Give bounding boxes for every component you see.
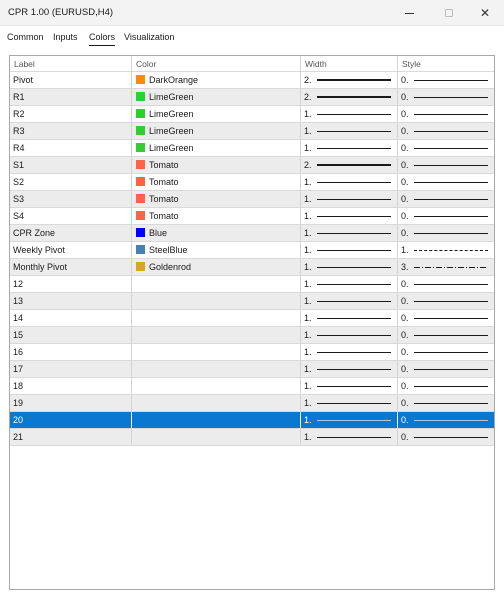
width-value: 1. <box>304 330 312 340</box>
color-swatch[interactable] <box>136 177 145 186</box>
row-style-cell[interactable] <box>397 310 494 326</box>
width-value: 1. <box>304 177 312 187</box>
table-row[interactable] <box>10 378 494 395</box>
row-width-cell[interactable] <box>300 72 397 88</box>
color-name: LimeGreen <box>149 126 194 136</box>
table-row[interactable] <box>10 242 494 259</box>
style-value: 0. <box>401 75 409 85</box>
table-row[interactable] <box>10 72 494 89</box>
width-preview-line <box>317 386 391 387</box>
table-row[interactable] <box>10 361 494 378</box>
style-value: 0. <box>401 109 409 119</box>
style-preview-line <box>414 267 488 268</box>
row-color-cell[interactable] <box>131 174 300 190</box>
row-label: R1 <box>13 92 25 102</box>
style-preview-line <box>414 250 488 251</box>
row-color-cell[interactable] <box>131 276 300 292</box>
table-row[interactable] <box>10 395 494 412</box>
row-width-cell[interactable] <box>300 276 397 292</box>
color-name: Tomato <box>149 194 179 204</box>
row-style-cell[interactable] <box>397 140 494 156</box>
row-color-cell[interactable] <box>131 395 300 411</box>
row-style-cell[interactable] <box>397 276 494 292</box>
width-preview-line <box>317 352 391 353</box>
style-value: 0. <box>401 143 409 153</box>
table-row[interactable] <box>10 344 494 361</box>
color-name: LimeGreen <box>149 92 194 102</box>
row-style-cell[interactable] <box>397 395 494 411</box>
width-preview-line <box>317 199 391 200</box>
style-value: 0. <box>401 296 409 306</box>
row-style-cell[interactable] <box>397 225 494 241</box>
color-name: DarkOrange <box>149 75 199 85</box>
color-swatch[interactable] <box>136 92 145 101</box>
style-value: 0. <box>401 126 409 136</box>
row-label: 12 <box>13 279 24 289</box>
table-row[interactable] <box>10 225 494 242</box>
color-swatch[interactable] <box>136 126 145 135</box>
style-preview-line <box>414 301 488 302</box>
style-value: 0. <box>401 432 409 442</box>
style-preview-line <box>414 97 488 98</box>
window-title: CPR 1.00 (EURUSD,H4) <box>8 7 114 18</box>
width-value: 2. <box>304 75 312 85</box>
width-preview-line <box>317 420 391 421</box>
row-color-cell[interactable] <box>131 191 300 207</box>
row-style-cell[interactable] <box>397 106 494 122</box>
width-preview-line <box>317 164 391 166</box>
style-preview-line <box>414 114 488 115</box>
row-style-cell[interactable] <box>397 412 494 428</box>
color-swatch[interactable] <box>136 228 145 237</box>
row-color-cell[interactable] <box>131 140 300 156</box>
width-value: 1. <box>304 398 312 408</box>
width-value: 1. <box>304 143 312 153</box>
width-preview-line <box>317 114 391 115</box>
color-name: Blue <box>149 228 168 238</box>
row-label: 19 <box>13 398 24 408</box>
style-preview-line <box>414 386 488 387</box>
color-swatch[interactable] <box>136 245 145 254</box>
maximize-button <box>430 0 468 26</box>
row-color-cell[interactable] <box>131 242 300 258</box>
width-preview-line <box>317 216 391 217</box>
style-preview-line <box>414 369 488 370</box>
width-value: 1. <box>304 364 312 374</box>
row-style-cell[interactable] <box>397 72 494 88</box>
color-swatch[interactable] <box>136 211 145 220</box>
row-color-cell[interactable] <box>131 225 300 241</box>
row-color-cell[interactable] <box>131 344 300 360</box>
style-value: 0. <box>401 194 409 204</box>
style-preview-line <box>414 318 488 319</box>
maximize-icon <box>445 9 453 17</box>
row-label: 16 <box>13 347 24 357</box>
style-value: 0. <box>401 364 409 374</box>
minimize-button[interactable] <box>390 0 428 26</box>
row-label: 21 <box>13 432 24 442</box>
width-preview-line <box>317 148 391 149</box>
style-value: 0. <box>401 398 409 408</box>
title-bar <box>0 0 504 26</box>
column-header-label[interactable]: Label <box>14 59 35 69</box>
color-name: Tomato <box>149 211 179 221</box>
table-row[interactable] <box>10 140 494 157</box>
row-color-cell[interactable] <box>131 208 300 224</box>
color-name: LimeGreen <box>149 109 194 119</box>
style-preview-line <box>414 199 488 200</box>
row-width-cell[interactable] <box>300 344 397 360</box>
width-preview-line <box>317 182 391 183</box>
row-style-cell[interactable] <box>397 208 494 224</box>
row-width-cell[interactable] <box>300 327 397 343</box>
row-label: R3 <box>13 126 25 136</box>
row-style-cell[interactable] <box>397 361 494 377</box>
width-preview-line <box>317 301 391 302</box>
row-width-cell[interactable] <box>300 293 397 309</box>
width-value: 1. <box>304 228 312 238</box>
style-preview-line <box>414 352 488 353</box>
style-preview-line <box>414 131 488 132</box>
width-value: 1. <box>304 296 312 306</box>
row-style-cell[interactable] <box>397 344 494 360</box>
row-label: Monthly Pivot <box>13 262 68 272</box>
row-width-cell[interactable] <box>300 225 397 241</box>
style-value: 1. <box>401 245 409 255</box>
width-value: 1. <box>304 432 312 442</box>
style-preview-line <box>414 182 488 183</box>
row-style-cell[interactable] <box>397 174 494 190</box>
row-label: 13 <box>13 296 24 306</box>
table-row[interactable] <box>10 208 494 225</box>
width-value: 2. <box>304 160 312 170</box>
row-style-cell[interactable] <box>397 429 494 445</box>
row-style-cell[interactable] <box>397 242 494 258</box>
row-style-cell[interactable] <box>397 191 494 207</box>
row-style-cell[interactable] <box>397 378 494 394</box>
row-style-cell[interactable] <box>397 157 494 173</box>
tab-bar <box>0 26 504 50</box>
table-row[interactable] <box>10 293 494 310</box>
row-width-cell[interactable] <box>300 140 397 156</box>
row-width-cell[interactable] <box>300 157 397 173</box>
row-color-cell[interactable] <box>131 157 300 173</box>
row-label: S1 <box>13 160 25 170</box>
row-label: S2 <box>13 177 25 187</box>
width-value: 1. <box>304 415 312 425</box>
style-preview-line <box>414 437 488 438</box>
style-preview-line <box>414 233 488 234</box>
style-value: 0. <box>401 228 409 238</box>
style-value: 0. <box>401 211 409 221</box>
style-preview-line <box>414 335 488 336</box>
table-row[interactable] <box>10 157 494 174</box>
row-style-cell[interactable] <box>397 89 494 105</box>
row-color-cell[interactable] <box>131 72 300 88</box>
width-preview-line <box>317 79 391 81</box>
row-width-cell[interactable] <box>300 208 397 224</box>
tab-visualization[interactable]: Visualization <box>124 32 175 42</box>
colors-grid <box>9 55 495 590</box>
style-value: 0. <box>401 160 409 170</box>
table-row[interactable] <box>10 191 494 208</box>
row-width-cell[interactable] <box>300 429 397 445</box>
width-preview-line <box>317 96 391 98</box>
row-label: 15 <box>13 330 24 340</box>
minimize-icon <box>405 13 414 14</box>
row-label: 14 <box>13 313 24 323</box>
width-value: 1. <box>304 211 312 221</box>
style-preview-line <box>414 403 488 404</box>
color-swatch[interactable] <box>136 75 145 84</box>
row-color-cell[interactable] <box>131 310 300 326</box>
width-preview-line <box>317 369 391 370</box>
row-style-cell[interactable] <box>397 259 494 275</box>
width-preview-line <box>317 403 391 404</box>
width-value: 1. <box>304 109 312 119</box>
width-preview-line <box>317 284 391 285</box>
style-value: 0. <box>401 177 409 187</box>
width-value: 2. <box>304 92 312 102</box>
style-preview-line <box>414 216 488 217</box>
column-header-width[interactable]: Width <box>305 59 327 69</box>
width-preview-line <box>317 437 391 438</box>
color-swatch[interactable] <box>136 160 145 169</box>
tab-colors[interactable]: Colors <box>89 32 116 42</box>
table-row[interactable] <box>10 89 494 106</box>
style-preview-line <box>414 284 488 285</box>
row-width-cell[interactable] <box>300 191 397 207</box>
color-swatch[interactable] <box>136 109 145 118</box>
style-preview-line <box>414 420 488 421</box>
row-width-cell[interactable] <box>300 412 397 428</box>
style-value: 0. <box>401 415 409 425</box>
style-value: 0. <box>401 279 409 289</box>
color-name: Tomato <box>149 160 179 170</box>
row-style-cell[interactable] <box>397 327 494 343</box>
row-width-cell[interactable] <box>300 89 397 105</box>
row-width-cell[interactable] <box>300 123 397 139</box>
style-preview-line <box>414 148 488 149</box>
table-row[interactable] <box>10 276 494 293</box>
row-style-cell[interactable] <box>397 293 494 309</box>
row-label: CPR Zone <box>13 228 56 238</box>
row-width-cell[interactable] <box>300 378 397 394</box>
width-value: 1. <box>304 279 312 289</box>
width-preview-line <box>317 233 391 234</box>
close-icon: ✕ <box>479 6 491 20</box>
row-width-cell[interactable] <box>300 174 397 190</box>
row-style-cell[interactable] <box>397 123 494 139</box>
width-preview-line <box>317 318 391 319</box>
tab-common[interactable]: Common <box>7 32 44 42</box>
row-label: 20 <box>13 415 24 425</box>
row-color-cell[interactable] <box>131 327 300 343</box>
row-label: Pivot <box>13 75 34 85</box>
table-row[interactable] <box>10 412 494 429</box>
row-color-cell[interactable] <box>131 293 300 309</box>
row-color-cell[interactable] <box>131 378 300 394</box>
width-value: 1. <box>304 347 312 357</box>
table-row[interactable] <box>10 123 494 140</box>
width-preview-line <box>317 250 391 251</box>
row-color-cell[interactable] <box>131 89 300 105</box>
row-label: Weekly Pivot <box>13 245 65 255</box>
style-preview-line <box>414 165 488 166</box>
row-width-cell[interactable] <box>300 106 397 122</box>
row-label: S3 <box>13 194 25 204</box>
width-preview-line <box>317 131 391 132</box>
table-row[interactable] <box>10 310 494 327</box>
width-value: 1. <box>304 262 312 272</box>
tab-inputs[interactable]: Inputs <box>53 32 78 42</box>
style-preview-line <box>414 80 488 81</box>
color-swatch[interactable] <box>136 143 145 152</box>
row-color-cell[interactable] <box>131 361 300 377</box>
table-row[interactable] <box>10 327 494 344</box>
color-swatch[interactable] <box>136 262 145 271</box>
table-row[interactable] <box>10 174 494 191</box>
close-button[interactable] <box>466 0 504 26</box>
column-header-style[interactable]: Style <box>402 59 421 69</box>
row-color-cell[interactable] <box>131 429 300 445</box>
style-value: 0. <box>401 313 409 323</box>
row-width-cell[interactable] <box>300 361 397 377</box>
style-value: 0. <box>401 347 409 357</box>
color-name: SteelBlue <box>149 245 188 255</box>
row-color-cell[interactable] <box>131 412 300 428</box>
row-width-cell[interactable] <box>300 395 397 411</box>
width-preview-line <box>317 335 391 336</box>
width-value: 1. <box>304 126 312 136</box>
table-row[interactable] <box>10 429 494 446</box>
table-row[interactable] <box>10 106 494 123</box>
color-name: LimeGreen <box>149 143 194 153</box>
color-name: Goldenrod <box>149 262 192 272</box>
width-value: 1. <box>304 194 312 204</box>
grid-header <box>10 56 494 72</box>
width-preview-line <box>317 267 391 268</box>
row-label: R2 <box>13 109 25 119</box>
column-header-color[interactable]: Color <box>136 59 157 69</box>
style-value: 0. <box>401 92 409 102</box>
row-label: S4 <box>13 211 25 221</box>
style-value: 3. <box>401 262 409 272</box>
row-label: R4 <box>13 143 25 153</box>
width-value: 1. <box>304 313 312 323</box>
style-value: 0. <box>401 330 409 340</box>
row-color-cell[interactable] <box>131 123 300 139</box>
row-width-cell[interactable] <box>300 259 397 275</box>
row-label: 17 <box>13 364 24 374</box>
row-color-cell[interactable] <box>131 259 300 275</box>
color-swatch[interactable] <box>136 194 145 203</box>
row-color-cell[interactable] <box>131 106 300 122</box>
style-value: 0. <box>401 381 409 391</box>
row-width-cell[interactable] <box>300 242 397 258</box>
color-name: Tomato <box>149 177 179 187</box>
table-row[interactable] <box>10 259 494 276</box>
width-value: 1. <box>304 245 312 255</box>
row-label: 18 <box>13 381 24 391</box>
row-width-cell[interactable] <box>300 310 397 326</box>
width-value: 1. <box>304 381 312 391</box>
grid-rows <box>10 72 494 446</box>
